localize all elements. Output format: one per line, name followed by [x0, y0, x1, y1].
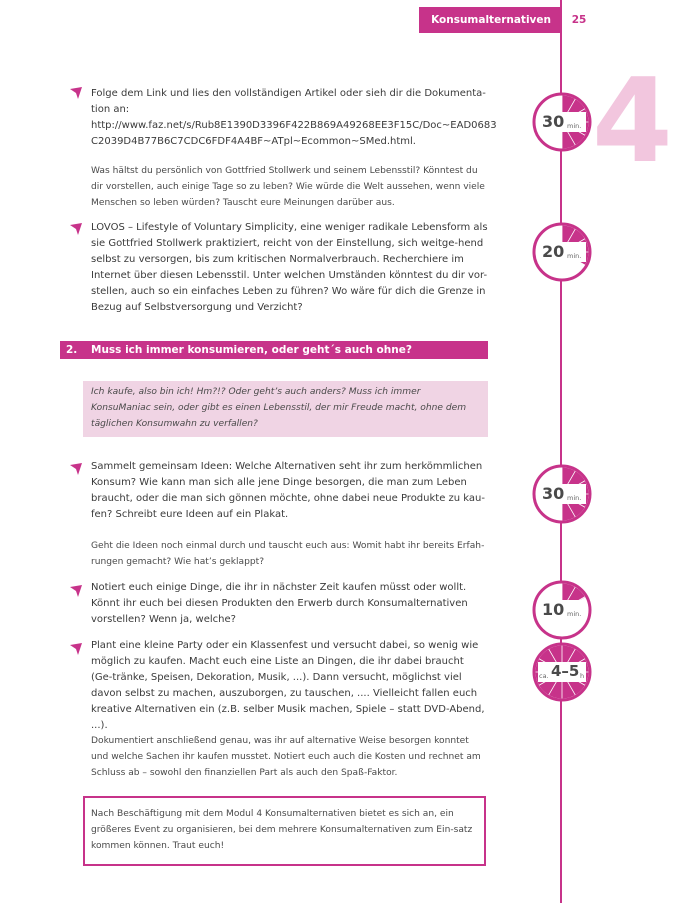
time-badge	[530, 640, 594, 704]
section-number: 2.	[66, 344, 78, 356]
module-number: 4	[592, 54, 673, 189]
documentation-text: Dokumentiert anschließend genau, was ihr auf alternative Weise besorgen konntet und welche Sachen ihr kaufen musstet. Notiert euch auch die Kosten und rechnet am Schluss ab – sowohl den finanziellen Part als auch den Spaß-Faktor.	[91, 736, 481, 778]
ideas-followup-text: Geht die Ideen noch einmal durch und tauscht euch aus: Womit habt ihr bereits Erfah-rungen gemacht? Wie hat’s geklappt?	[91, 541, 485, 567]
quote-text: Ich kaufe, also bin ich! Hm?!? Oder geht’s auch anders? Muss ich immer KonsuManiac sein, oder gibt es einen Lebensstil, der mir Freude macht, ohne dem täglichen Konsumwahn zu verfallen?	[91, 387, 467, 429]
badge-prefix: ca.	[539, 672, 549, 680]
article-link[interactable]: http://www.faz.net/s/Rub8E1390D3396F422B869A49268EE3F15C/Doc~EAD0683 C2039D4B77B6C7CDC6FDF4A4BF~ATpl~Ecommon~SMed.html.	[91, 120, 497, 147]
badge-value: 30	[542, 112, 565, 131]
badge-unit: min.	[567, 252, 582, 260]
pink-arrow-icon	[68, 642, 84, 658]
badge-unit: h	[580, 672, 585, 680]
section-title: Muss ich immer konsumieren, oder geht´s auch ohne?	[91, 344, 412, 356]
note-text: Nach Beschäftigung mit dem Modul 4 Konsumalternativen bietet es sich an, ein größeres Event zu organisieren, bei dem mehrere Konsumalternativen zum Ein-satz kommen können. Traut euch!	[91, 809, 473, 851]
badge-unit: min.	[567, 122, 582, 130]
badge-value: 10	[542, 600, 565, 619]
badge-value: 30	[542, 484, 565, 503]
time-badge	[530, 462, 594, 526]
purchases-task-text: Notiert euch einige Dinge, die ihr in nächster Zeit kaufen müsst oder wollt. Könnt ihr euch bei diesen Produkten den Erwerb durch Konsumalternativen vorstellen? Wenn ja, welche?	[91, 582, 468, 625]
pink-arrow-icon	[68, 584, 84, 600]
time-badge	[530, 90, 594, 154]
time-badge	[530, 220, 594, 284]
badge-value: 20	[542, 242, 565, 261]
badge-unit: min.	[567, 494, 582, 502]
badge-unit: min.	[567, 610, 582, 618]
pink-arrow-icon	[68, 462, 84, 478]
pink-arrow-icon	[68, 86, 84, 102]
lovos-task-text: LOVOS – Lifestyle of Voluntary Simplicity, eine weniger radikale Lebensform als sie Gottfried Stollwerk praktiziert, reicht von der Einstellung, sich weitge-hend selbst zu versorgen, bis zum kritischen Normalverbrauch. Recherchiere im Internet über diesen Lebensstil. Unter welchen Umständen könntest du dir vor-stellen, auch so ein einfaches Leben zu führen? Wo wäre für dich die Grenze in Bezug auf Selbstversorgung und Verzicht?	[91, 222, 488, 313]
header-title: Konsumalternativen	[431, 14, 551, 26]
ideas-task-text: Sammelt gemeinsam Ideen: Welche Alternativen seht ihr zum herkömmlichen Konsum? Wie kann man sich alle jene Dinge besorgen, die man zum Leben braucht, oder die man sich gönnen möchte, ohne dabei neue Produkte zu kau-fen? Schreibt eure Ideen auf ein Plakat.	[91, 461, 485, 520]
page-number: 25	[571, 14, 587, 26]
party-task-text: Plant eine kleine Party oder ein Klassenfest und versucht dabei, so wenig wie möglich zu kaufen. Macht euch eine Liste an Dingen, die ihr dabei braucht (Ge-tränke, Speisen, Dekoration, Musik, ...). Dann versucht, möglichst viel davon selbst zu machen, auszuborgen, zu tauschen, .... Vielleicht fallen euch kreative Alternativen ein (z.B. selber Musik machen, Spiele – statt DVD-Abend, ...).	[91, 640, 485, 731]
reflection-text: Was hältst du persönlich von Gottfried Stollwerk und seinem Lebensstil? Könntest du dir vorstellen, auch einige Tage so zu leben? Wie würde die Welt aussehen, wenn viele Menschen so leben würden? Tauscht eure Meinungen darüber aus.	[91, 166, 485, 208]
task-link-text: Folge dem Link und lies den vollständigen Artikel oder sieh dir die Dokumenta-tion an:	[91, 88, 486, 115]
time-badge	[530, 578, 594, 642]
pink-arrow-icon	[68, 222, 84, 238]
badge-value: 4–5	[551, 662, 580, 680]
